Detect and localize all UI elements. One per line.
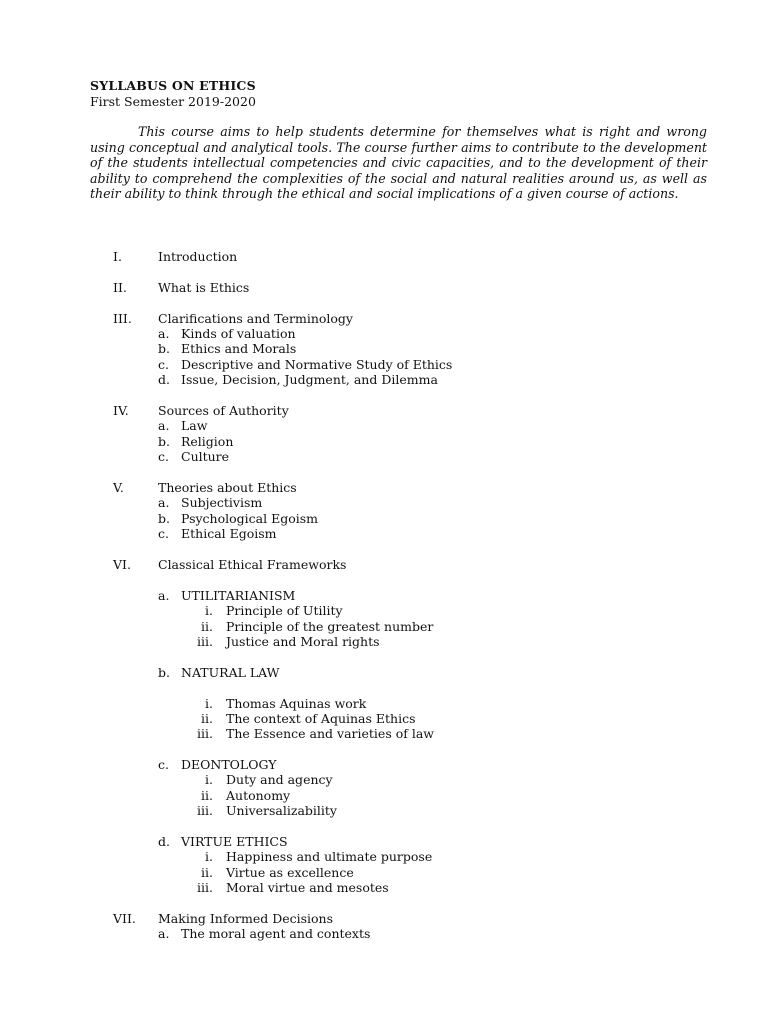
section-number: IV. xyxy=(113,403,129,418)
list-item: Religion xyxy=(181,434,234,449)
subitem-number: i. xyxy=(205,696,213,711)
item-letter: a. xyxy=(158,926,170,941)
sub-list-item: Autonomy xyxy=(226,788,291,803)
list-item: Issue, Decision, Judgment, and Dilemma xyxy=(181,372,438,387)
subitem-number: i. xyxy=(205,849,213,864)
framework-heading: UTILITARIANISM xyxy=(181,588,296,603)
sub-list-item: Thomas Aquinas work xyxy=(226,696,367,711)
course-description: This course aims to help students determine for themselves what is right and wrong using conceptual and analytical tools. The course further aims to contribute to the development of the students intellectual competencies and civic capacities, and to the development of their ability to comprehend the complexities of the social and natural realities around us, as well as their ability to think through the ethical and social implications of a given course of actions. xyxy=(90,124,707,201)
list-item: Subjectivism xyxy=(181,495,263,510)
subitem-number: iii. xyxy=(197,880,213,895)
subitem-number: ii. xyxy=(201,711,213,726)
list-item: Descriptive and Normative Study of Ethics xyxy=(181,357,453,372)
item-letter: d. xyxy=(158,372,170,387)
framework-heading: NATURAL LAW xyxy=(181,665,280,680)
list-item: Ethical Egoism xyxy=(181,526,277,541)
subitem-number: iii. xyxy=(197,803,213,818)
item-letter: c. xyxy=(158,449,169,464)
item-letter: a. xyxy=(158,326,170,341)
section-title: Theories about Ethics xyxy=(158,480,297,495)
sub-list-item: Happiness and ultimate purpose xyxy=(226,849,433,864)
section-number: II. xyxy=(113,280,127,295)
subitem-number: i. xyxy=(205,603,213,618)
list-item: Kinds of valuation xyxy=(181,326,296,341)
list-item: Law xyxy=(181,418,208,433)
framework-letter: b. xyxy=(158,665,170,680)
section-number: VI. xyxy=(113,557,131,572)
framework-heading: VIRTUE ETHICS xyxy=(181,834,288,849)
item-letter: c. xyxy=(158,357,169,372)
item-letter: a. xyxy=(158,495,170,510)
sub-list-item: Moral virtue and mesotes xyxy=(226,880,389,895)
section-title: Clarifications and Terminology xyxy=(158,311,353,326)
sub-list-item: Principle of the greatest number xyxy=(226,619,434,634)
sub-list-item: Universalizability xyxy=(226,803,337,818)
section-title: Introduction xyxy=(158,249,238,264)
subitem-number: i. xyxy=(205,772,213,787)
item-letter: b. xyxy=(158,341,170,356)
document-subtitle: First Semester 2019-2020 xyxy=(90,94,256,109)
sub-list-item: Virtue as excellence xyxy=(226,865,354,880)
sub-list-item: Justice and Moral rights xyxy=(226,634,380,649)
framework-letter: d. xyxy=(158,834,170,849)
item-letter: b. xyxy=(158,511,170,526)
section-title: Classical Ethical Frameworks xyxy=(158,557,347,572)
subitem-number: iii. xyxy=(197,634,213,649)
subitem-number: ii. xyxy=(201,619,213,634)
list-item: Culture xyxy=(181,449,230,464)
section-title: What is Ethics xyxy=(158,280,250,295)
section-number: I. xyxy=(113,249,122,264)
section-number: V. xyxy=(113,480,124,495)
document-title: SYLLABUS ON ETHICS xyxy=(90,78,256,93)
section-number: III. xyxy=(113,311,132,326)
sub-list-item: Principle of Utility xyxy=(226,603,343,618)
section-title: Sources of Authority xyxy=(158,403,289,418)
item-letter: b. xyxy=(158,434,170,449)
list-item: Ethics and Morals xyxy=(181,341,297,356)
sub-list-item: Duty and agency xyxy=(226,772,333,787)
subitem-number: iii. xyxy=(197,726,213,741)
list-item: Psychological Egoism xyxy=(181,511,318,526)
framework-letter: a. xyxy=(158,588,170,603)
sub-list-item: The Essence and varieties of law xyxy=(226,726,434,741)
section-title: Making Informed Decisions xyxy=(158,911,334,926)
subitem-number: ii. xyxy=(201,865,213,880)
item-letter: c. xyxy=(158,526,169,541)
framework-heading: DEONTOLOGY xyxy=(181,757,277,772)
item-letter: a. xyxy=(158,418,170,433)
list-item: The moral agent and contexts xyxy=(181,926,371,941)
framework-letter: c. xyxy=(158,757,169,772)
sub-list-item: The context of Aquinas Ethics xyxy=(226,711,416,726)
subitem-number: ii. xyxy=(201,788,213,803)
section-number: VII. xyxy=(113,911,136,926)
